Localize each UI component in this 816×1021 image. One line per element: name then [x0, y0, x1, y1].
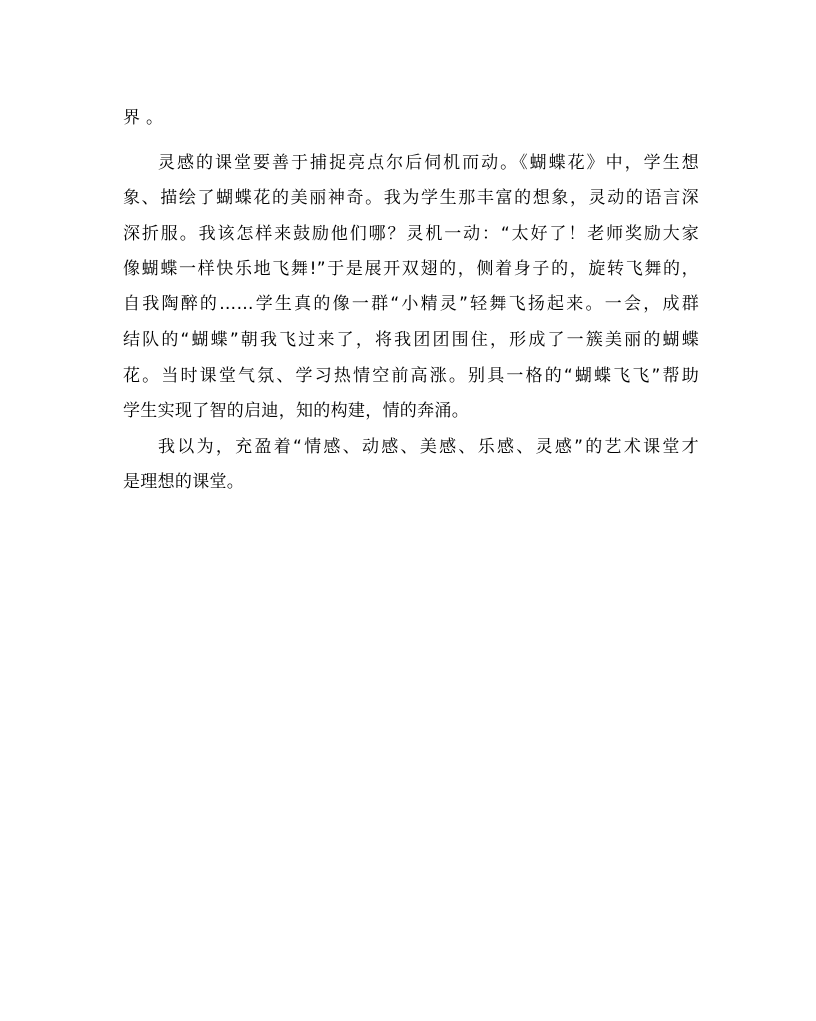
text-line-1: 界 。 — [123, 108, 164, 128]
paragraph-2-line-3: 深折服。我该怎样来鼓励他们哪？灵机一动：“太好了！老师奖励大家 — [123, 224, 699, 244]
paragraph-2-line-2: 象、描绘了蝴蝶花的美丽神奇。我为学生那丰富的想象，灵动的语言深 — [123, 188, 699, 208]
paragraph-2-line-7: 花。当时课堂气氛、学习热情空前高涨。别具一格的“蝴蝶飞飞”帮助 — [123, 366, 699, 386]
paragraph-2-line-1: 灵感的课堂要善于捕捉亮点尔后伺机而动。《蝴蝶花》中，学生想 — [158, 153, 699, 173]
paragraph-2-line-5: 自我陶醉的……学生真的像一群“小精灵”轻舞飞扬起来。一会，成群 — [123, 294, 699, 314]
paragraph-2-line-8: 学生实现了智的启迪，知的构建，情的奔涌。 — [123, 401, 469, 421]
paragraph-3-line-1: 我以为，充盈着“情感、动感、美感、乐感、灵感”的艺术课堂才 — [158, 437, 699, 457]
paragraph-2-line-4: 像蝴蝶一样快乐地飞舞!”于是展开双翅的，侧着身子的，旋转飞舞的， — [123, 259, 699, 279]
paragraph-2-line-6: 结队的“蝴蝶”朝我飞过来了，将我团团围住，形成了一簇美丽的蝴蝶 — [123, 330, 699, 350]
paragraph-3-line-2: 是理想的课堂。 — [123, 472, 245, 492]
